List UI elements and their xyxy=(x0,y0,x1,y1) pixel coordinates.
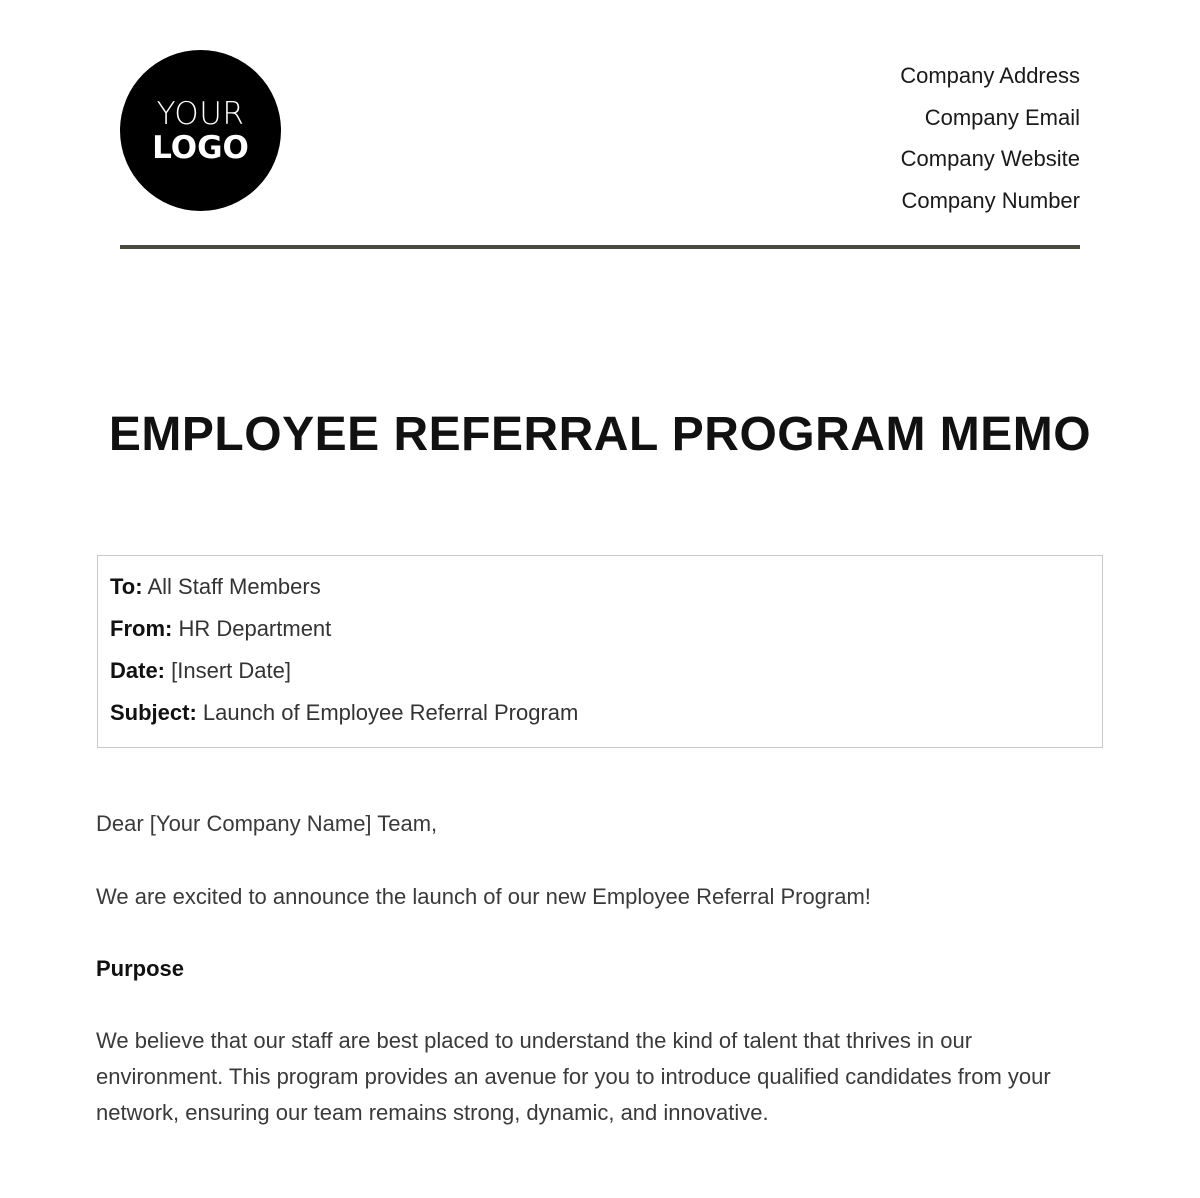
memo-date-row xyxy=(110,650,1090,692)
header-divider xyxy=(120,245,1080,249)
memo-date-label: Date: xyxy=(110,658,166,683)
memo-subject-label: Subject: xyxy=(110,700,197,725)
purpose-heading: Purpose xyxy=(96,956,185,981)
company-logo xyxy=(120,50,281,211)
logo-text-logo: LOGO xyxy=(152,129,249,166)
memo-subject-value: Launch of Employee Referral Program xyxy=(202,700,579,725)
company-address: Company Address xyxy=(900,63,1080,88)
company-email: Company Email xyxy=(924,104,1080,130)
memo-subject-row xyxy=(110,692,1090,734)
purpose-paragraph: We believe that our staff are best placed to understand the kind of talent that thrives in our environment. This program provides an avenue for you to introduce qualified candidates from your network, ensuring our team remains strong, dynamic, and innovative. xyxy=(96,1028,1051,1125)
memo-to-label: To: xyxy=(110,574,143,599)
memo-from-row xyxy=(110,608,1090,650)
company-website: Company Website xyxy=(900,146,1080,172)
memo-date-value: [Insert Date] xyxy=(171,658,291,683)
memo-title: EMPLOYEE REFERRAL PROGRAM MEMO xyxy=(108,408,1092,461)
logo-text-your: YOUR xyxy=(156,95,245,132)
company-number: Company Number xyxy=(901,188,1080,214)
memo-from-label: From: xyxy=(110,616,173,641)
intro-paragraph: We are excited to announce the launch of our new Employee Referral Program! xyxy=(96,884,871,909)
memo-details-box xyxy=(97,555,1103,748)
memo-from-value: HR Department xyxy=(178,616,332,641)
memo-to-value: All Staff Members xyxy=(147,574,321,599)
greeting: Dear [Your Company Name] Team, xyxy=(96,811,438,836)
memo-to-row xyxy=(110,566,1090,608)
company-info xyxy=(900,55,1080,222)
